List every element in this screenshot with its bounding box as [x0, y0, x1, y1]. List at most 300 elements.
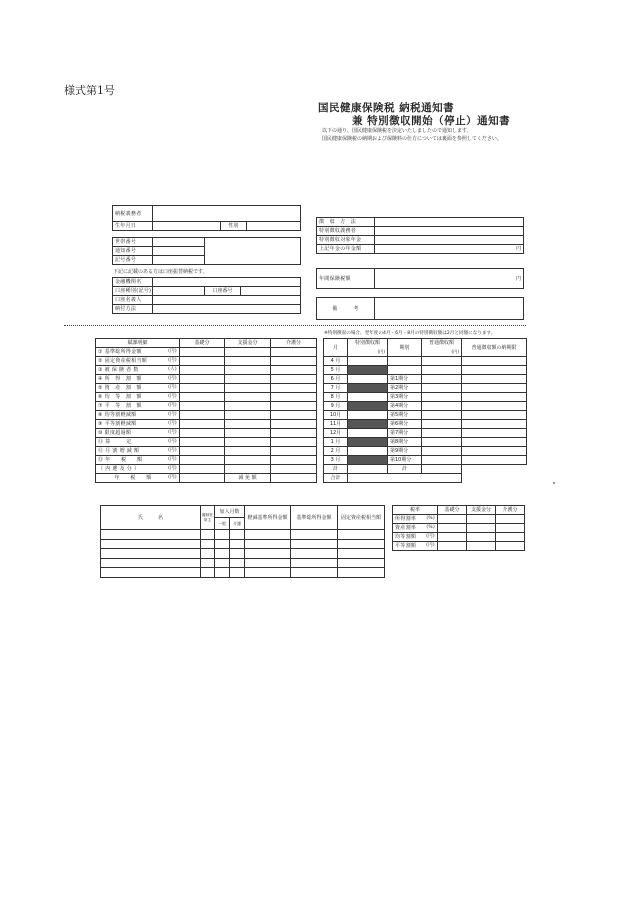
breakdown-row: [96, 384, 317, 393]
members-table: [100, 505, 385, 578]
breakdown-cell: [271, 393, 317, 402]
breakdown-row: [96, 456, 317, 465]
monthly-period: 第4期分: [388, 402, 422, 411]
members-header-light-base: 軽減基準所得金額: [245, 506, 291, 530]
payment-method-value: [153, 305, 301, 314]
annual-tax-table: [316, 268, 524, 289]
cut-line: [64, 325, 526, 326]
rates-cell: [438, 524, 467, 533]
monthly-row: [324, 393, 527, 402]
member-cell: [215, 568, 230, 578]
pension-label: 特別徴収対象年金: [317, 236, 375, 245]
breakdown-row: [96, 393, 317, 402]
special-payer-value: [375, 227, 524, 236]
monthly-due-date: [462, 447, 527, 456]
rates-cell: [467, 542, 496, 551]
breakdown-row-label: [96, 411, 180, 420]
breakdown-row-unit: (円): [168, 385, 177, 390]
monthly-month: 6 月: [324, 375, 348, 384]
monthly-month: 7 月: [324, 384, 348, 393]
breakdown-header-support: 支援金分: [225, 339, 271, 348]
breakdown-row-label: [96, 456, 180, 465]
rates-cell: [467, 515, 496, 524]
breakdown-cell: [271, 384, 317, 393]
monthly-normal-value: [422, 411, 462, 420]
breakdown-cell: [180, 429, 225, 438]
member-row: [101, 558, 385, 568]
breakdown-row-label: [96, 447, 180, 456]
member-cell: [338, 539, 385, 549]
monthly-period: 第8期分: [388, 438, 422, 447]
breakdown-row-unit: (円): [168, 376, 177, 381]
collection-method-value: [375, 218, 524, 227]
breakdown-cell: [180, 393, 225, 402]
monthly-normal-value: [422, 420, 462, 429]
taxpayer-name-label: 納税義務者: [113, 206, 153, 222]
breakdown-row-text: ④ 所 得 割 額: [98, 376, 142, 382]
member-cell: [245, 568, 291, 578]
member-cell: [291, 568, 338, 578]
monthly-month: 4 月: [324, 357, 348, 366]
monthly-header-special: 特別徴収額: [348, 339, 388, 348]
rates-row-label: [393, 533, 438, 542]
breakdown-cell: [180, 375, 225, 384]
breakdown-row: [96, 465, 317, 474]
account-no-value: [241, 287, 301, 296]
rates-row: [393, 542, 525, 551]
monthly-period: 第7期分: [388, 429, 422, 438]
notice-no-label: 通知番号: [113, 247, 153, 256]
rates-row-text: 平等割額: [395, 543, 417, 549]
breakdown-row: [96, 402, 317, 411]
monthly-period: 第3期分: [388, 393, 422, 402]
breakdown-cell: [271, 447, 317, 456]
monthly-special-value: [348, 366, 388, 375]
remarks-table: [316, 297, 524, 320]
member-row: [101, 530, 385, 540]
monthly-period: 第9期分: [388, 447, 422, 456]
collection-method-label: 徴 収 方 法: [317, 218, 375, 227]
rates-row-unit: (%): [426, 525, 435, 530]
breakdown-row-label: [96, 438, 180, 447]
monthly-due-date: [462, 366, 527, 375]
breakdown-row-unit: (円): [168, 358, 177, 363]
monthly-row: [324, 402, 527, 411]
rates-header-base: 基礎分: [438, 506, 467, 515]
breakdown-cell: [225, 411, 271, 420]
title-main: 国民健康保険税 納税通知書: [318, 102, 455, 114]
breakdown-cell: [271, 429, 317, 438]
rates-table: [392, 505, 525, 551]
taxpayer-name-table: [112, 205, 301, 231]
breakdown-row-unit: (円): [168, 430, 177, 435]
member-cell: [230, 530, 245, 540]
breakdown-cell: [225, 420, 271, 429]
sex-label: 性別: [221, 222, 247, 231]
breakdown-cell: [180, 456, 225, 465]
rates-row-unit: (円): [426, 543, 435, 548]
prior-year-unit: 円: [375, 245, 524, 254]
member-cell: [101, 558, 201, 568]
special-payer-label: 特別徴収義務者: [317, 227, 375, 236]
symbol-no-value: [153, 256, 205, 265]
breakdown-cell: [271, 348, 317, 357]
monthly-period: 第5期分: [388, 411, 422, 420]
birth-date-label: 生年月日: [113, 222, 153, 231]
breakdown-row: [96, 357, 317, 366]
rates-row: [393, 533, 525, 542]
breakdown-row: [96, 429, 317, 438]
form-number: 様式第1号: [64, 84, 115, 97]
monthly-special-value: [348, 375, 388, 384]
rates-row-unit: (円): [426, 534, 435, 539]
breakdown-row-text: ⑫ 月 割 増 減 額: [98, 448, 140, 454]
breakdown-cell: [180, 447, 225, 456]
rates-row: [393, 515, 525, 524]
bank-name-label: 金融機関名: [113, 278, 153, 287]
breakdown-annual-value: [180, 474, 225, 483]
breakdown-annual-text: 年 税 額: [114, 475, 152, 481]
monthly-special-value: [348, 447, 388, 456]
member-cell: [245, 549, 291, 559]
monthly-grand-total-value: [348, 474, 462, 483]
member-cell: [230, 549, 245, 559]
breakdown-row-text: ⑪ 算 定: [98, 439, 132, 445]
rates-cell: [438, 515, 467, 524]
breakdown-cell: [225, 456, 271, 465]
monthly-row: [324, 384, 527, 393]
member-cell: [245, 539, 291, 549]
monthly-total-special: [348, 465, 388, 474]
breakdown-row-text: ⑤ 資 産 割 額: [98, 385, 142, 391]
breakdown-cell: [271, 375, 317, 384]
breakdown-cell: [271, 411, 317, 420]
monthly-month: 1 月: [324, 438, 348, 447]
bank-name-value: [153, 278, 301, 287]
member-cell: [338, 549, 385, 559]
monthly-month: 9 月: [324, 402, 348, 411]
rates-row-label: [393, 515, 438, 524]
breakdown-cell: [180, 402, 225, 411]
monthly-due-date: [462, 411, 527, 420]
monthly-normal-unit: (円): [422, 348, 462, 357]
household-blank: [205, 238, 301, 265]
monthly-special-value: [348, 357, 388, 366]
member-cell: [201, 568, 215, 578]
monthly-normal-value: [422, 429, 462, 438]
monthly-due-date: [462, 456, 527, 465]
monthly-row: [324, 366, 527, 375]
breakdown-cell: [180, 348, 225, 357]
members-header-join: 加入月数: [215, 506, 245, 518]
monthly-row: [324, 375, 527, 384]
breakdown-header-care: 介護分: [271, 339, 317, 348]
monthly-period: [388, 357, 422, 366]
breakdown-annual-unit: (円): [168, 475, 177, 480]
monthly-normal-value: [422, 393, 462, 402]
breakdown-cell: [225, 402, 271, 411]
breakdown-row-label: [96, 357, 180, 366]
account-type-value: [153, 287, 205, 296]
monthly-month: 2 月: [324, 447, 348, 456]
breakdown-row-text: ③ 被 保 険 者 数: [98, 367, 139, 373]
breakdown-cell: [225, 357, 271, 366]
rates-row-text: 資産割率: [395, 525, 417, 531]
intro-line-1: 以下の通り、国民健康保険税を決定いたしましたので通知します。: [322, 128, 472, 134]
monthly-normal-value: [422, 402, 462, 411]
bank-note: 下記に記載のある方は口座振替納税です。: [113, 269, 208, 275]
breakdown-row-unit: (円): [168, 412, 177, 417]
rates-cell: [496, 533, 525, 542]
monthly-total-blank: [462, 465, 527, 474]
monthly-due-date: [462, 438, 527, 447]
breakdown-row-label: [96, 420, 180, 429]
breakdown-row-unit: (円): [168, 466, 177, 471]
rates-cell: [496, 524, 525, 533]
breakdown-header-base: 基礎分: [180, 339, 225, 348]
monthly-header-due: 普通徴収額の納期限: [462, 339, 527, 357]
remarks-label: 備 考: [317, 298, 375, 320]
members-header-flag: 擬制世帯主: [201, 506, 215, 530]
breakdown-reduction-value: [271, 474, 317, 483]
breakdown-row-unit: (円): [168, 403, 177, 408]
speck: [553, 482, 555, 484]
breakdown-row: [96, 366, 317, 375]
breakdown-row: [96, 411, 317, 420]
breakdown-cell: [271, 402, 317, 411]
intro-line-2: 国民健康保険税の納期および保険料の仕方については裏面を参照してください。: [322, 135, 502, 142]
breakdown-row-unit: (円): [168, 421, 177, 426]
monthly-special-value: [348, 393, 388, 402]
breakdown-cell: [180, 465, 225, 474]
monthly-due-date: [462, 357, 527, 366]
member-cell: [291, 549, 338, 559]
household-table: [112, 237, 301, 265]
member-row: [101, 539, 385, 549]
breakdown-cell: [225, 465, 271, 474]
monthly-normal-value: [422, 447, 462, 456]
monthly-header-month: 月: [324, 339, 348, 357]
member-cell: [245, 530, 291, 540]
monthly-special-value: [348, 420, 388, 429]
monthly-normal-value: [422, 456, 462, 465]
member-cell: [101, 539, 201, 549]
breakdown-cell: [225, 348, 271, 357]
symbol-no-label: 記号番号: [113, 256, 153, 265]
rates-cell: [438, 542, 467, 551]
monthly-due-date: [462, 384, 527, 393]
breakdown-cell: [225, 429, 271, 438]
remarks-value: [375, 298, 524, 320]
monthly-normal-value: [422, 366, 462, 375]
special-collection-note: ※特別徴収の場合、翌年度の4月・6月・8月の特別徴収額は2月と同額になります。: [324, 331, 496, 336]
breakdown-row: [96, 447, 317, 456]
breakdown-row-text: ⑧ 均等割軽減額: [98, 412, 137, 418]
monthly-row: [324, 447, 527, 456]
monthly-special-value: [348, 429, 388, 438]
monthly-due-date: [462, 375, 527, 384]
member-cell: [215, 549, 230, 559]
breakdown-row-unit: (円): [168, 439, 177, 444]
sex-value: [247, 222, 301, 231]
member-cell: [230, 568, 245, 578]
monthly-row: [324, 438, 527, 447]
member-row: [101, 568, 385, 578]
collection-table: [316, 217, 524, 254]
monthly-normal-value: [422, 438, 462, 447]
breakdown-row-unit: (人): [168, 367, 177, 372]
monthly-grand-total-label: 合計: [324, 474, 348, 483]
breakdown-cell: [225, 393, 271, 402]
members-header-general: 一般: [215, 518, 230, 530]
member-row: [101, 549, 385, 559]
breakdown-row-label: [96, 384, 180, 393]
monthly-month: 8 月: [324, 393, 348, 402]
member-cell: [201, 530, 215, 540]
member-cell: [230, 558, 245, 568]
intro-text: [322, 128, 502, 143]
breakdown-header-item: 賦課明細: [96, 339, 180, 348]
rates-cell: [467, 524, 496, 533]
rates-cell: [496, 515, 525, 524]
breakdown-row-label: [96, 402, 180, 411]
breakdown-row-label: [96, 429, 180, 438]
members-header-care: 介護: [230, 518, 245, 530]
account-holder-label: 口座名義人: [113, 296, 153, 305]
rates-row-text: 所得割率: [395, 516, 417, 522]
members-header-base-income: 基準総所得金額: [291, 506, 338, 530]
rates-header-care: 介護分: [496, 506, 525, 515]
rates-header-support: 支援金分: [467, 506, 496, 515]
member-cell: [338, 568, 385, 578]
member-cell: [215, 558, 230, 568]
monthly-grand-total-row: [324, 474, 527, 483]
rates-row-text: 均等割額: [395, 534, 417, 540]
breakdown-row: [96, 438, 317, 447]
pension-value: [375, 236, 524, 245]
member-cell: [101, 549, 201, 559]
rates-row-label: [393, 542, 438, 551]
breakdown-row-unit: (円): [168, 457, 177, 462]
monthly-month: 11月: [324, 420, 348, 429]
member-cell: [291, 539, 338, 549]
breakdown-cell: [225, 447, 271, 456]
breakdown-annual-label: [96, 474, 180, 483]
breakdown-row-text: （ 内 遡 及 分 ）: [98, 466, 140, 472]
breakdown-row-text: ① 基準総所得金額: [98, 349, 142, 355]
breakdown-cell: [271, 357, 317, 366]
monthly-header-normal: 普通徴収額: [422, 339, 462, 348]
rates-row: [393, 524, 525, 533]
monthly-due-date: [462, 429, 527, 438]
rates-cell: [438, 533, 467, 542]
breakdown-row-unit: (円): [168, 448, 177, 453]
annual-tax-label: 年間保険税額: [317, 269, 375, 289]
monthly-month: 5 月: [324, 366, 348, 375]
account-no-label: 口座番号: [205, 287, 241, 296]
breakdown-row: [96, 348, 317, 357]
breakdown-row-text: ⑩ 限度超過額: [98, 430, 132, 436]
breakdown-row-text: ② 固定資産税相当額: [98, 358, 148, 364]
breakdown-cell: [225, 375, 271, 384]
breakdown-row-unit: (円): [168, 394, 177, 399]
breakdown-cell: [180, 411, 225, 420]
rates-row-label: [393, 524, 438, 533]
monthly-total-period-label: 計: [388, 465, 422, 474]
breakdown-row-label: [96, 465, 180, 474]
breakdown-row-label: [96, 366, 180, 375]
member-cell: [338, 530, 385, 540]
member-cell: [215, 539, 230, 549]
monthly-month: 12月: [324, 429, 348, 438]
breakdown-row-label: [96, 375, 180, 384]
member-cell: [201, 558, 215, 568]
monthly-special-unit: (円): [348, 348, 388, 357]
breakdown-cell: [225, 366, 271, 375]
rates-cell: [496, 542, 525, 551]
monthly-period: 第1期分: [388, 375, 422, 384]
breakdown-row-label: [96, 393, 180, 402]
monthly-due-date: [462, 402, 527, 411]
breakdown-cell: [225, 384, 271, 393]
breakdown-cell: [271, 465, 317, 474]
member-cell: [201, 549, 215, 559]
member-cell: [201, 539, 215, 549]
member-cell: [291, 558, 338, 568]
members-header-name: 氏 名: [101, 506, 201, 530]
breakdown-row: [96, 375, 317, 384]
monthly-row: [324, 411, 527, 420]
breakdown-cell: [180, 438, 225, 447]
breakdown-cell: [225, 438, 271, 447]
breakdown-row-text: ⑬ 年 税 額: [98, 457, 143, 463]
monthly-total-normal: [422, 465, 462, 474]
monthly-grand-total-blank: [462, 474, 527, 483]
annual-tax-unit: 円: [375, 269, 524, 289]
rates-cell: [467, 533, 496, 542]
breakdown-cell: [180, 420, 225, 429]
breakdown-cell: [271, 438, 317, 447]
birth-date-value: [153, 222, 221, 231]
breakdown-row-unit: (円): [168, 349, 177, 354]
member-cell: [230, 539, 245, 549]
taxpayer-name-value: [153, 206, 301, 222]
breakdown-row-label: [96, 348, 180, 357]
household-no-value: [153, 238, 205, 247]
breakdown-cell: [180, 366, 225, 375]
breakdown-row-text: ⑥ 均 等 割 額: [98, 394, 142, 400]
monthly-row: [324, 357, 527, 366]
monthly-month: 3 月: [324, 456, 348, 465]
household-no-label: 世帯番号: [113, 238, 153, 247]
rates-row-unit: (%): [426, 516, 435, 521]
members-header-fixed-asset: 固定資産税相当額: [338, 506, 385, 530]
breakdown-cell: [180, 357, 225, 366]
monthly-period: 第10期分: [388, 456, 422, 465]
member-cell: [215, 530, 230, 540]
member-cell: [245, 558, 291, 568]
monthly-normal-value: [422, 384, 462, 393]
monthly-due-date: [462, 420, 527, 429]
breakdown-cell: [271, 366, 317, 375]
account-type-label: 口座種別(記号): [113, 287, 153, 296]
monthly-normal-value: [422, 357, 462, 366]
breakdown-reduction-label: 減 免 額: [225, 474, 271, 483]
prior-year-label: 上記年金の年金額: [317, 245, 375, 254]
monthly-period: [388, 366, 422, 375]
rates-header-rate: 税率: [393, 506, 438, 515]
monthly-special-value: [348, 456, 388, 465]
